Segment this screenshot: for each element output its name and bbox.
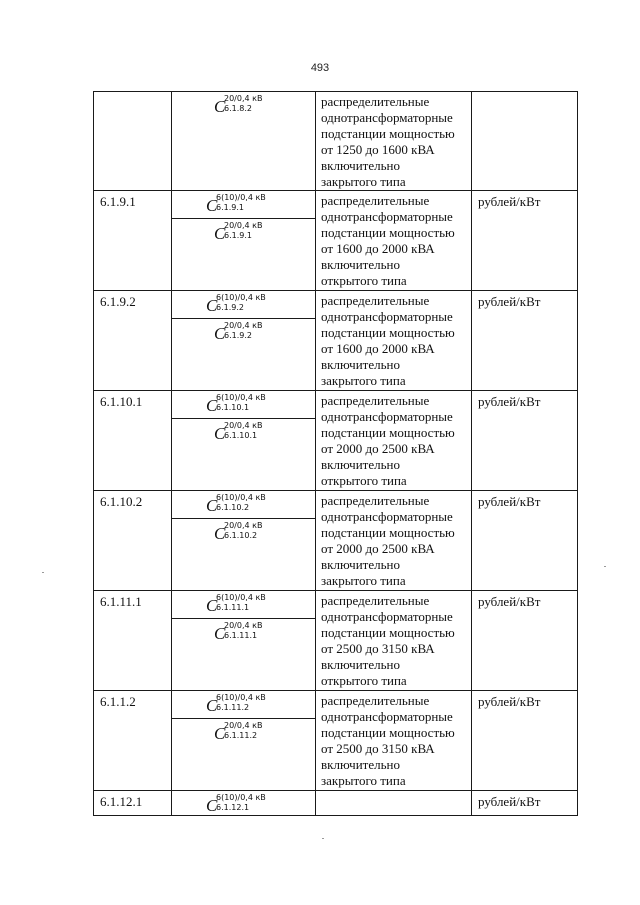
table-row bbox=[94, 92, 578, 191]
rate-symbol-subscript: 6.1.9.1 bbox=[216, 203, 244, 212]
row-number: 6.1.10.2 bbox=[94, 491, 172, 591]
rate-symbol-letter: C bbox=[206, 196, 218, 215]
rate-symbol-letter: C bbox=[214, 324, 226, 343]
row-number: 6.1.10.1 bbox=[94, 391, 172, 491]
description-cell bbox=[316, 291, 472, 391]
tariff-table bbox=[93, 91, 578, 816]
table-row bbox=[94, 291, 578, 319]
rate-symbol-letter: C bbox=[206, 596, 218, 615]
description-line: от 1250 до 1600 кВА bbox=[321, 142, 435, 157]
rate-symbol-cell bbox=[172, 191, 316, 219]
description-line: однотрансформаторные bbox=[321, 409, 453, 424]
rate-symbol-letter: C bbox=[214, 224, 226, 243]
rate-symbol-cell bbox=[172, 319, 316, 391]
rate-symbol-superscript: 6(10)/0,4 кВ bbox=[216, 793, 266, 802]
rate-symbol-subscript: 6.1.10.1 bbox=[224, 431, 258, 440]
description-line: подстанции мощностью bbox=[321, 725, 455, 740]
rate-symbol-cell bbox=[172, 619, 316, 691]
rate-symbol-superscript: 20/0,4 кВ bbox=[224, 621, 263, 630]
table-row bbox=[94, 791, 578, 816]
description-line: открытого типа bbox=[321, 473, 407, 488]
rate-symbol-superscript: 6(10)/0,4 кВ bbox=[216, 293, 266, 302]
rate-symbol-subscript: 6.1.9.2 bbox=[216, 303, 244, 312]
description-line: открытого типа bbox=[321, 673, 407, 688]
row-number: 6.1.1.2 bbox=[94, 691, 172, 791]
description-cell bbox=[316, 791, 472, 816]
row-number: 6.1.11.1 bbox=[94, 591, 172, 691]
description-line: подстанции мощностью bbox=[321, 425, 455, 440]
rate-symbol-superscript: 20/0,4 кВ bbox=[224, 421, 263, 430]
description-line: однотрансформаторные bbox=[321, 110, 453, 125]
rate-symbol-cell bbox=[172, 219, 316, 291]
rate-symbol-cell bbox=[172, 791, 316, 816]
rate-symbol-letter: C bbox=[206, 496, 218, 515]
rate-symbol-subscript: 6.1.9.2 bbox=[224, 331, 252, 340]
unit-cell: рублей/кВт bbox=[472, 291, 578, 391]
description-cell bbox=[316, 391, 472, 491]
rate-symbol-superscript: 6(10)/0,4 кВ bbox=[216, 693, 266, 702]
scan-artifact bbox=[604, 566, 606, 567]
description-line: подстанции мощностью bbox=[321, 225, 455, 240]
description-line: от 2000 до 2500 кВА bbox=[321, 541, 435, 556]
rate-symbol-letter: C bbox=[214, 97, 226, 116]
unit-cell: рублей/кВт bbox=[472, 391, 578, 491]
description-line: от 2500 до 3150 кВА bbox=[321, 741, 435, 756]
rate-symbol-subscript: 6.1.11.1 bbox=[216, 603, 250, 612]
rate-symbol-superscript: 20/0,4 кВ bbox=[224, 94, 263, 103]
rate-symbol-superscript: 20/0,4 кВ bbox=[224, 521, 263, 530]
rate-symbol-cell bbox=[172, 491, 316, 519]
description-cell bbox=[316, 591, 472, 691]
table-row bbox=[94, 591, 578, 619]
rate-symbol-letter: C bbox=[214, 624, 226, 643]
rate-symbol-letter: C bbox=[206, 296, 218, 315]
rate-symbol-subscript: 6.1.11.1 bbox=[224, 631, 258, 640]
rate-symbol-letter: C bbox=[214, 424, 226, 443]
description-line: включительно bbox=[321, 457, 400, 472]
description-line: включительно bbox=[321, 357, 400, 372]
unit-cell: рублей/кВт bbox=[472, 191, 578, 291]
table-row bbox=[94, 691, 578, 719]
rate-symbol-subscript: 6.1.12.1 bbox=[216, 803, 250, 812]
description-line: включительно bbox=[321, 557, 400, 572]
description-cell bbox=[316, 491, 472, 591]
description-line: однотрансформаторные bbox=[321, 209, 453, 224]
rate-symbol-letter: C bbox=[214, 724, 226, 743]
rate-symbol-letter: C bbox=[206, 396, 218, 415]
description-line: подстанции мощностью bbox=[321, 525, 455, 540]
description-line: однотрансформаторные bbox=[321, 309, 453, 324]
table-row bbox=[94, 191, 578, 219]
rate-symbol-subscript: 6.1.10.1 bbox=[216, 403, 250, 412]
rate-symbol-subscript: 6.1.9.1 bbox=[224, 231, 252, 240]
rate-symbol-superscript: 6(10)/0,4 кВ bbox=[216, 193, 266, 202]
rate-symbol-subscript: 6.1.10.2 bbox=[224, 531, 258, 540]
rate-symbol-letter: C bbox=[206, 796, 218, 815]
description-line: открытого типа bbox=[321, 273, 407, 288]
row-number bbox=[94, 92, 172, 191]
rate-symbol-cell bbox=[172, 719, 316, 791]
rate-symbol-superscript: 20/0,4 кВ bbox=[224, 721, 263, 730]
rate-symbol-cell bbox=[172, 591, 316, 619]
rate-symbol-letter: C bbox=[214, 524, 226, 543]
description-line: распределительные bbox=[321, 94, 430, 109]
description-line: от 1600 до 2000 кВА bbox=[321, 341, 435, 356]
description-line: подстанции мощностью bbox=[321, 625, 455, 640]
description-cell bbox=[316, 92, 472, 191]
rate-symbol-cell bbox=[172, 419, 316, 491]
description-line: однотрансформаторные bbox=[321, 709, 453, 724]
description-cell bbox=[316, 191, 472, 291]
table-row bbox=[94, 391, 578, 419]
description-line: подстанции мощностью bbox=[321, 325, 455, 340]
description-line: включительно bbox=[321, 158, 400, 173]
description-line: распределительные bbox=[321, 193, 430, 208]
unit-cell: рублей/кВт bbox=[472, 591, 578, 691]
rate-symbol-superscript: 6(10)/0,4 кВ bbox=[216, 493, 266, 502]
page-number: 493 bbox=[310, 62, 330, 74]
rate-symbol-superscript: 20/0,4 кВ bbox=[224, 221, 263, 230]
description-line: от 2000 до 2500 кВА bbox=[321, 441, 435, 456]
description-line: от 2500 до 3150 кВА bbox=[321, 641, 435, 656]
rate-symbol-superscript: 20/0,4 кВ bbox=[224, 321, 263, 330]
rate-symbol-cell bbox=[172, 391, 316, 419]
unit-cell: рублей/кВт bbox=[472, 691, 578, 791]
description-line: включительно bbox=[321, 657, 400, 672]
description-line: включительно bbox=[321, 257, 400, 272]
scan-artifact bbox=[42, 572, 44, 573]
description-line: закрытого типа bbox=[321, 174, 406, 189]
description-line: закрытого типа bbox=[321, 373, 406, 388]
description-line: однотрансформаторные bbox=[321, 509, 453, 524]
description-line: распределительные bbox=[321, 493, 430, 508]
rate-symbol-subscript: 6.1.8.2 bbox=[224, 104, 252, 113]
description-line: закрытого типа bbox=[321, 773, 406, 788]
row-number: 6.1.9.2 bbox=[94, 291, 172, 391]
description-line: распределительные bbox=[321, 293, 430, 308]
unit-cell: рублей/кВт bbox=[472, 791, 578, 816]
rate-symbol-cell bbox=[172, 291, 316, 319]
rate-symbol-cell bbox=[172, 92, 316, 191]
description-cell bbox=[316, 691, 472, 791]
rate-symbol-subscript: 6.1.11.2 bbox=[216, 703, 250, 712]
description-line: распределительные bbox=[321, 693, 430, 708]
rate-symbol-cell bbox=[172, 519, 316, 591]
rate-symbol-subscript: 6.1.10.2 bbox=[216, 503, 250, 512]
description-line: закрытого типа bbox=[321, 573, 406, 588]
description-line: распределительные bbox=[321, 593, 430, 608]
rate-symbol-cell bbox=[172, 691, 316, 719]
unit-cell bbox=[472, 92, 578, 191]
description-line: распределительные bbox=[321, 393, 430, 408]
row-number: 6.1.9.1 bbox=[94, 191, 172, 291]
description-line: подстанции мощностью bbox=[321, 126, 455, 141]
description-line: включительно bbox=[321, 757, 400, 772]
rate-symbol-subscript: 6.1.11.2 bbox=[224, 731, 258, 740]
tariff-table-body bbox=[94, 92, 578, 816]
description-line: однотрансформаторные bbox=[321, 609, 453, 624]
rate-symbol-letter: C bbox=[206, 696, 218, 715]
unit-cell: рублей/кВт bbox=[472, 491, 578, 591]
table-row bbox=[94, 491, 578, 519]
rate-symbol-superscript: 6(10)/0,4 кВ bbox=[216, 593, 266, 602]
row-number: 6.1.12.1 bbox=[94, 791, 172, 816]
description-line: от 1600 до 2000 кВА bbox=[321, 241, 435, 256]
scan-artifact bbox=[322, 838, 324, 839]
rate-symbol-superscript: 6(10)/0,4 кВ bbox=[216, 393, 266, 402]
